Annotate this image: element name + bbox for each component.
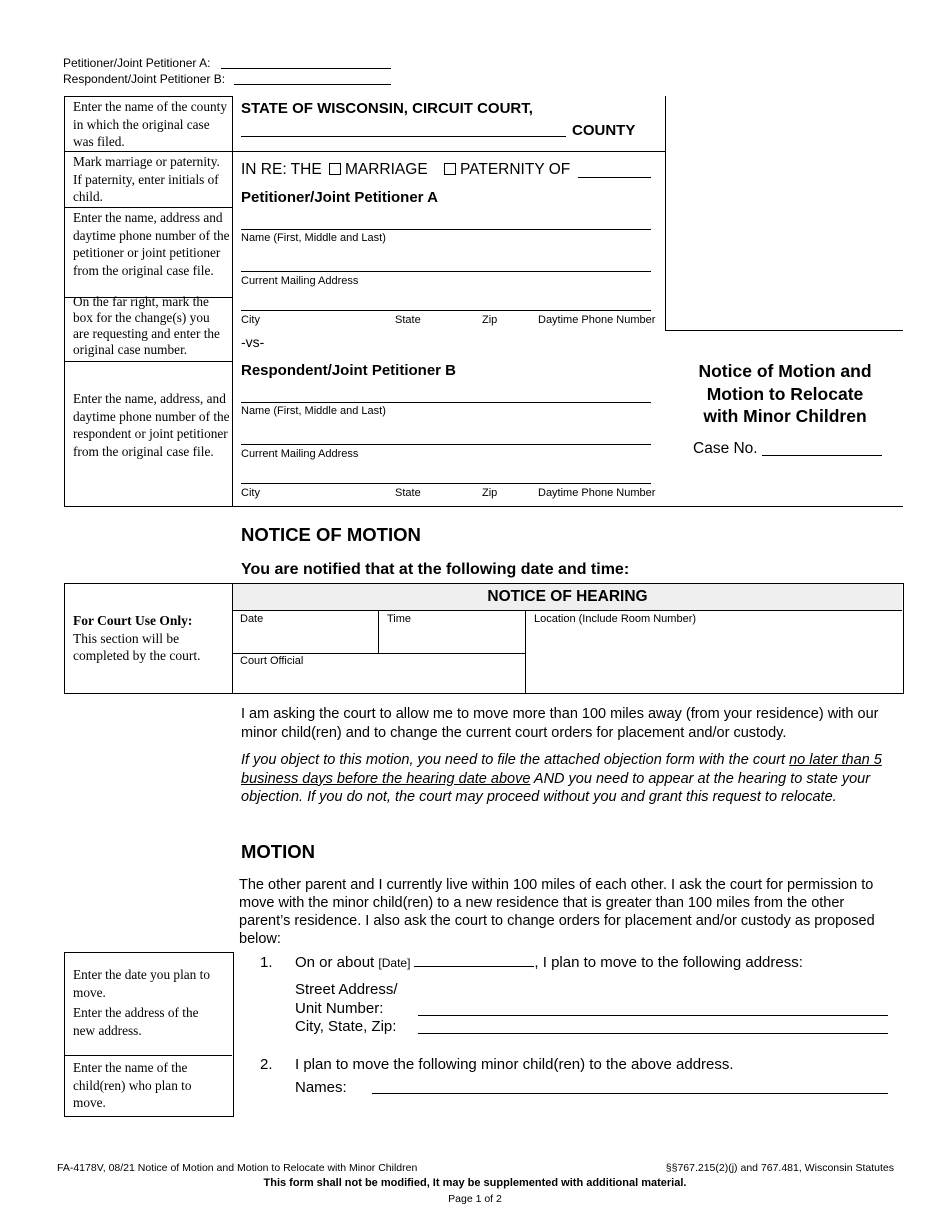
footer-page-number: Page 1 of 2 bbox=[448, 1193, 502, 1205]
petitioner-heading: Petitioner/Joint Petitioner A bbox=[241, 189, 438, 206]
versus-label: -vs- bbox=[241, 334, 265, 350]
court-heading: STATE OF WISCONSIN, CIRCUIT COURT, bbox=[241, 100, 533, 117]
hearing-location-label: Location (Include Room Number) bbox=[534, 613, 697, 625]
objection-text-2: AND you need to appear at the hearing to state your objection. If you do not, the court may proceed without you and grant this request to relocate. bbox=[241, 770, 871, 805]
hearing-date-label: Date bbox=[240, 613, 264, 625]
form-title-line-3: with Minor Children bbox=[703, 406, 867, 426]
objection-paragraph bbox=[241, 751, 896, 807]
petitioner-a-label: Petitioner/Joint Petitioner A: bbox=[63, 56, 211, 70]
court-official-label: Court Official bbox=[240, 655, 304, 667]
instruction-marriage: Mark marriage or paternity. If paternity, enter initials of child. bbox=[73, 154, 220, 204]
in-re-line bbox=[241, 161, 570, 179]
time-location-divider bbox=[525, 610, 526, 693]
paternity-initials-field[interactable] bbox=[578, 177, 651, 178]
motion-heading: MOTION bbox=[241, 841, 315, 862]
form-title-line-2: Motion to Relocate bbox=[706, 383, 864, 404]
form-title-line-1: Notice of Motion and bbox=[698, 361, 872, 381]
footer-form-id: FA-4178V, 08/21 Notice of Motion and Motion to Relocate with Minor Children bbox=[57, 1162, 418, 1174]
item-1-text bbox=[295, 954, 803, 971]
case-no-field[interactable] bbox=[762, 455, 882, 456]
city-state-zip-label: City, State, Zip: bbox=[295, 1018, 397, 1035]
caption-top-border bbox=[64, 96, 232, 97]
children-names-field[interactable] bbox=[372, 1093, 888, 1094]
petitioner-state-label: State bbox=[395, 314, 421, 326]
instruction-respondent: Enter the name, address, and daytime phone number of the respondent or joint petitioner from the original case file. bbox=[73, 391, 230, 459]
court-use-note bbox=[73, 612, 223, 665]
item-2-text: I plan to move the following minor child(ren) to the above address. bbox=[295, 1056, 734, 1073]
respondent-address-label: Current Mailing Address bbox=[241, 448, 359, 460]
respondent-city-label: City bbox=[241, 487, 260, 499]
petitioner-phone-label: Daytime Phone Number bbox=[538, 314, 656, 326]
instruction-children: Enter the name of the child(ren) who plan to move. bbox=[73, 1060, 192, 1110]
paternity-checkbox[interactable] bbox=[444, 163, 456, 175]
petitioner-a-field[interactable] bbox=[221, 68, 391, 69]
official-rule bbox=[232, 653, 525, 654]
instruction-petitioner: Enter the name, address and daytime phone number of the petitioner or joint petitioner from the original case file. bbox=[73, 210, 230, 278]
petitioner-name-label: Name (First, Middle and Last) bbox=[241, 232, 386, 244]
item-1-suffix: , I plan to move to the following address: bbox=[534, 954, 803, 971]
items-instruction-divider bbox=[64, 1055, 232, 1056]
caption-bottom-border bbox=[64, 506, 903, 507]
petitioner-name-field[interactable] bbox=[241, 229, 651, 230]
case-no-label: Case No. bbox=[693, 440, 758, 457]
city-state-zip-field[interactable] bbox=[418, 1033, 888, 1034]
unit-number-label: Unit Number: bbox=[295, 999, 384, 1017]
new-address-labels bbox=[295, 981, 398, 1037]
county-field[interactable] bbox=[241, 136, 566, 137]
notice-heading: NOTICE OF MOTION bbox=[241, 524, 421, 545]
title-top-border bbox=[665, 330, 903, 331]
respondent-zip-label: Zip bbox=[482, 487, 498, 499]
item-1-date-label: [Date] bbox=[378, 956, 411, 970]
paternity-label: PATERNITY OF bbox=[459, 161, 571, 178]
form-title bbox=[670, 360, 900, 428]
caption-divider bbox=[232, 96, 233, 506]
motion-paragraph: The other parent and I currently live within 100 miles of each other. I ask the court for permission to move with the minor child(ren) to a new residence that is greater than 100 miles from the other parent’s residence. I also ask the court to change orders for placement and/or custody as proposed below: bbox=[239, 877, 875, 947]
court-use-title: For Court Use Only: bbox=[73, 613, 193, 628]
petitioner-city-field[interactable] bbox=[241, 310, 651, 311]
respondent-b-field[interactable] bbox=[234, 84, 391, 85]
footer-notice: This form shall not be modified, It may be supplemented with additional material. bbox=[263, 1177, 687, 1189]
objection-deadline: no later than 5 business days before the hearing date above bbox=[241, 752, 882, 787]
hearing-time-label: Time bbox=[387, 613, 412, 625]
notice-subheading: You are notified that at the following date and time: bbox=[241, 561, 630, 578]
instr-divider-2 bbox=[64, 207, 232, 208]
respondent-city-field[interactable] bbox=[241, 483, 651, 484]
respondent-b-label: Respondent/Joint Petitioner B: bbox=[63, 72, 226, 86]
hearing-title: NOTICE OF HEARING bbox=[487, 588, 648, 605]
respondent-name-label: Name (First, Middle and Last) bbox=[241, 405, 386, 417]
names-label: Names: bbox=[295, 1079, 347, 1096]
petitioner-address-field[interactable] bbox=[241, 271, 651, 272]
date-time-divider bbox=[378, 610, 379, 653]
instruction-far-right: On the far right, mark the box for the change(s) you are requesting and enter the original case number. bbox=[73, 294, 220, 357]
marriage-checkbox[interactable] bbox=[329, 163, 341, 175]
respondent-address-field[interactable] bbox=[241, 444, 651, 445]
petitioner-city-label: City bbox=[241, 314, 260, 326]
instruction-new-address: Enter the address of the new address. bbox=[73, 1005, 199, 1038]
respondent-name-field[interactable] bbox=[241, 402, 651, 403]
caption-row-divider-1 bbox=[64, 151, 665, 152]
street-address-field[interactable] bbox=[418, 1015, 888, 1016]
respondent-heading: Respondent/Joint Petitioner B bbox=[241, 362, 457, 379]
instr-divider-4 bbox=[64, 361, 232, 362]
respondent-state-label: State bbox=[395, 487, 421, 499]
county-label: COUNTY bbox=[572, 122, 636, 139]
instruction-move-date: Enter the date you plan to move. bbox=[73, 967, 210, 1000]
in-re-label: IN RE: THE bbox=[241, 161, 322, 178]
street-address-label: Street Address/ bbox=[295, 981, 398, 998]
asking-paragraph: I am asking the court to allow me to move more than 100 miles away (from your residence) with our minor child(ren) and to change the current court orders for placement and/or custody. bbox=[241, 706, 879, 741]
item-1-number: 1. bbox=[260, 954, 273, 971]
item-2-number: 2. bbox=[260, 1056, 273, 1073]
court-use-text: This section will be completed by the court. bbox=[73, 630, 201, 663]
respondent-phone-label: Daytime Phone Number bbox=[538, 487, 656, 499]
item-1-prefix: On or about bbox=[295, 954, 375, 971]
move-date-field[interactable] bbox=[414, 954, 534, 967]
petitioner-address-label: Current Mailing Address bbox=[241, 275, 359, 287]
marriage-label: MARRIAGE bbox=[344, 161, 428, 178]
petitioner-zip-label: Zip bbox=[482, 314, 498, 326]
title-left-border bbox=[665, 96, 666, 330]
footer-statutes: §§767.215(2)(j) and 767.481, Wisconsin Statutes bbox=[665, 1162, 894, 1174]
objection-text-1: If you object to this motion, you need to file the attached objection form with the court bbox=[241, 752, 790, 768]
hearing-header-rule bbox=[232, 610, 902, 611]
instruction-county: Enter the name of the county in which the original case was filed. bbox=[73, 99, 227, 149]
caption-left-border bbox=[64, 96, 65, 506]
